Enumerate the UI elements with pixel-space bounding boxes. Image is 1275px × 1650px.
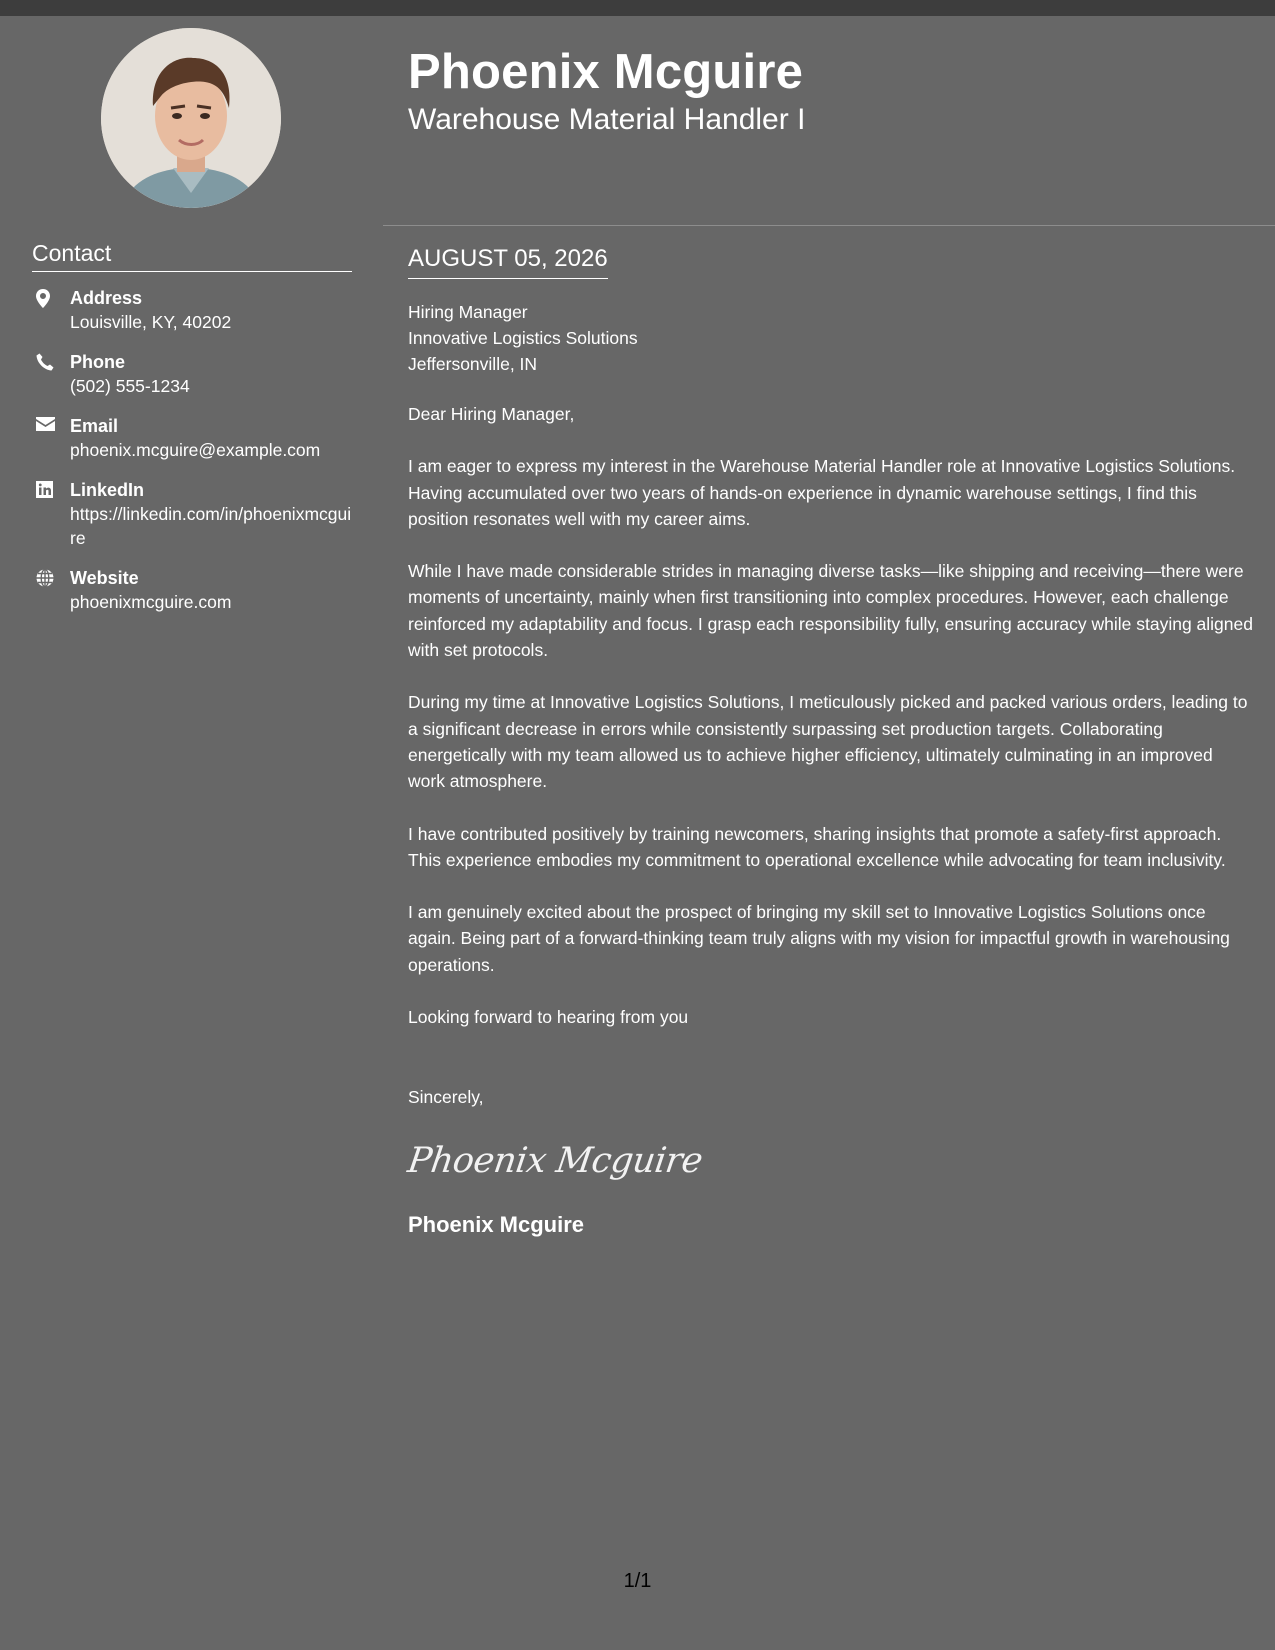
contact-label: LinkedIn [70,480,145,500]
closing-line: Looking forward to hearing from you [408,1007,689,1028]
contact-address [32,286,352,334]
envelope-icon [32,414,70,431]
email-value[interactable]: phoenix.mcguire@example.com [70,440,321,460]
top-bar [0,0,1275,16]
recipient-company: Innovative Logistics Solutions [408,328,638,348]
signer-name: Phoenix Mcguire [408,1212,585,1238]
signature [405,1136,1253,1194]
linkedin-value[interactable]: https://linkedin.com/in/phoenixmcguire [70,504,352,548]
recipient-location: Jeffersonville, IN [408,354,538,374]
profile-photo [101,28,281,208]
contact-label: Website [70,568,139,588]
letter-date: AUGUST 05, 2026 [408,242,608,279]
contact-label: Email [70,416,119,436]
avatar [101,28,281,208]
header [408,42,805,138]
contact-heading: Contact [32,240,352,272]
greeting: Dear Hiring Manager, [408,404,575,424]
contact-sidebar [32,240,352,630]
header-divider [383,225,1275,226]
paragraph: I have contributed positively by training newcomers, sharing insights that promote a safety-first approach. This experience embodies my commitment to operational excellence while advocating for team inclusivity. [408,823,1226,870]
globe-icon [32,566,70,587]
paragraph: During my time at Innovative Logistics Solutions, I meticulously picked and packed various orders, leading to a significant decrease in errors while consistently surpassing set production targets. Collaborating energetically with my team allowed us to achieve higher efficiency, ultimately culminating in an improved work atmosphere. [408,692,1248,792]
contact-website [32,566,352,614]
contact-label: Phone [70,352,126,372]
phone-icon [32,350,70,371]
job-title: Warehouse Material Handler I [408,103,806,136]
contact-phone [32,350,352,398]
recipient-title: Hiring Manager [408,302,528,322]
contact-list [32,286,352,614]
paragraph: While I have made considerable strides in managing diverse tasks—like shipping and receiving—there were moments of uncertainty, mainly when first transitioning into complex procedures. However, each challenge reinforced my adaptability and focus. I grasp each responsibility fully, ensuring accuracy while staying aligned with set protocols. [408,561,1253,661]
sign-off: Sincerely, [408,1087,484,1108]
website-value[interactable]: phoenixmcguire.com [70,592,232,612]
contact-label: Address [70,288,143,308]
paragraph: I am genuinely excited about the prospect of bringing my skill set to Innovative Logistics Solutions once again. Being part of a forward-thinking team truly aligns with my vision for impactful growth in warehousing operations. [408,902,1230,975]
contact-linkedin [32,478,352,550]
contact-email [32,414,352,462]
map-pin-icon [32,286,70,308]
address-value: Louisville, KY, 40202 [70,312,232,332]
letter-text [408,401,1253,1030]
page-indicator: 1/1 [623,1570,652,1592]
linkedin-icon [32,478,70,498]
paragraph: I am eager to express my interest in the Warehouse Material Handler role at Innovative Logistics Solutions. Having accumulated over two years of hands-on experience in dynamic warehouse settings, I find this position resonates well with my career aims. [408,456,1236,529]
letter-body [405,242,1253,1240]
recipient-block [408,299,1253,377]
signature-script: Phoenix Mcguire [405,1141,705,1182]
phone-value: (502) 555-1234 [70,376,190,396]
applicant-name: Phoenix Mcguire [408,45,804,99]
